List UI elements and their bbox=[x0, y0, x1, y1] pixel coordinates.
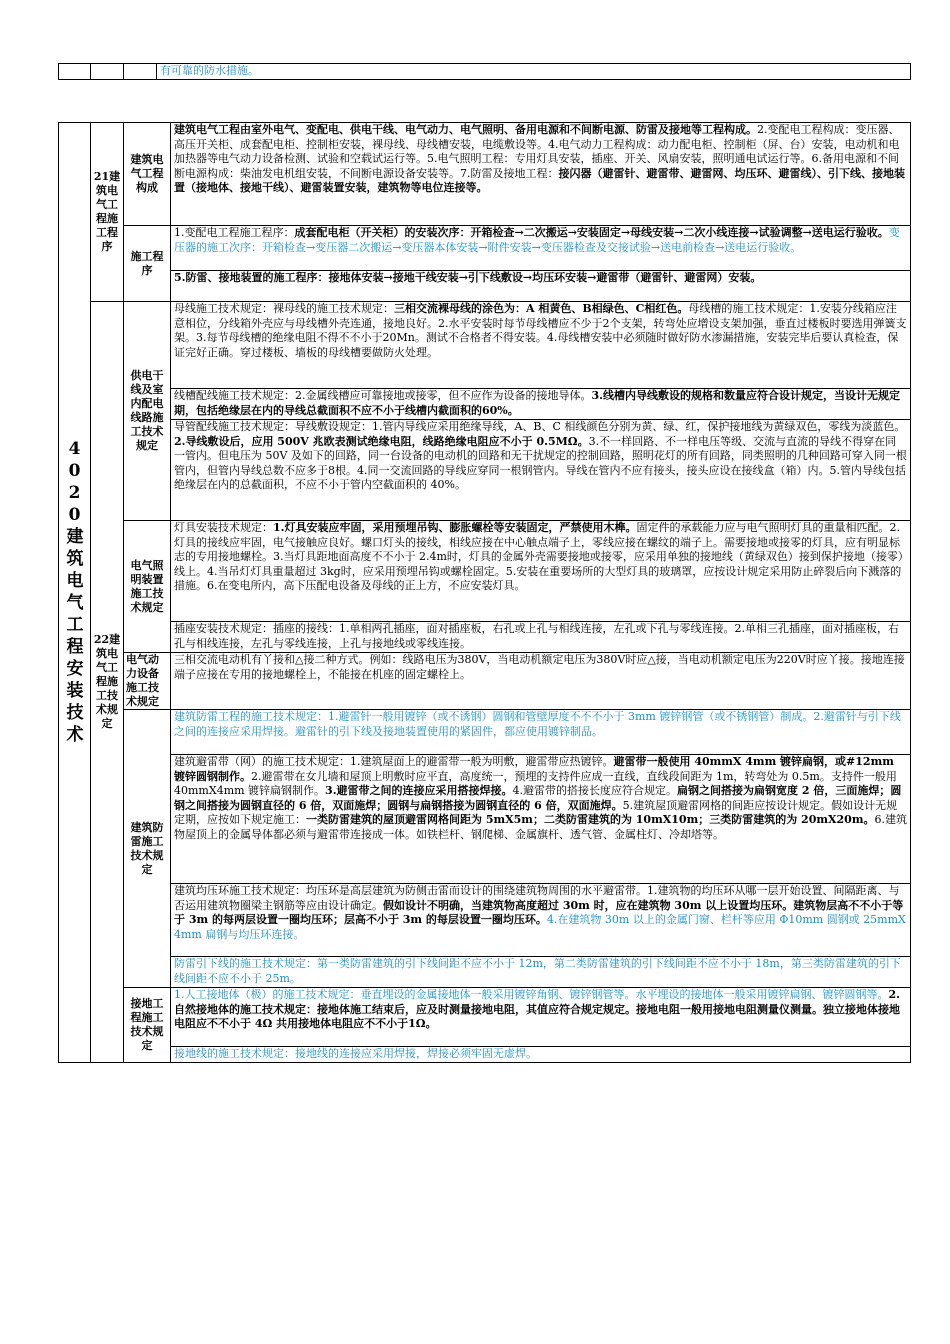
belt-text: 5.建筑屋顶避雷网格的间距应按设计规定。假如设计无规定期，应按如下规定施工： bbox=[174, 798, 898, 827]
table-row bbox=[59, 521, 911, 622]
belt-text: 2.避雷带在女儿墙和屋顶上明敷时应平直，高度统一，预埋的支持件应成一直线，直线段间距为 1m，转弯处为 0.5m。支持件一般用 40mmX4mm 镀锌扁钢制作。 bbox=[174, 769, 897, 798]
busbar-text: 三相交流裸母线的涂色为：A 相黄色、B相绿色、C相红色。 bbox=[394, 302, 689, 315]
conduit-cell bbox=[171, 420, 911, 521]
lighting-label bbox=[124, 521, 171, 653]
power-label bbox=[124, 653, 171, 710]
busbar-text: 母线槽的施工技术规定：1.安装分线箱应注意相位，分线箱外壳应与母线槽外壳连通，接地良好。2.水平安装时每节母线槽应不少于2个支架，转弯处应增设支架加强，垂直过楼板时要选用弹簧支架。3.每节母线槽的绝缘电阻不得不不小于20Mn。测试不合格者不得安装。4.母线槽安装中必须随时做好防水渗漏措施，安装完毕后要认真检查，保证完好正确。穿过楼板、墙板的母线槽要做防火处理。 bbox=[174, 302, 907, 359]
table-row bbox=[59, 64, 911, 80]
ring-text: 假如设计不明确，当建筑物高度超过 30m 时，应在建筑物 30m 以上设置均压环。建筑物层高不不小于等于 3m 的每两层设置一圈均压环；层高不小于 3m 的每层设置一圈均压环。 bbox=[174, 898, 904, 927]
belt-text: 4.避雷带的搭接长度应符合规定。 bbox=[512, 784, 678, 798]
lamp-text: 固定件的承载能力应与电气照明灯具的重量相匹配。2.灯具的接线应牢固，电气接触应良好。螺口灯头的接线，相线应接在中心触点端子上，零线应接在螺纹的端子上。需要接地或接零的灯具，应有明显标志的专用接地螺栓。3.当灯具距地面高度不不小于 2.4m时，灯具的金属外壳需要接地或接零，应采用单独的接地线（黄绿双色）接到保护接地（接零）线上。4.当吊灯灯具重量超过 3kg时，应采用预埋吊钩或螺栓固定。5.安装在重要场所的大型灯具的玻璃罩，应按设计规定采用防止碎裂后向下溅落的措施。6.在变电所内，高下压配电设备及母线的正上方，不应安装灯具。 bbox=[174, 521, 904, 593]
lightning-label-text: 建筑防雷施工技术规定 bbox=[130, 820, 164, 876]
table-row bbox=[59, 271, 911, 302]
lamp-text: 1.灯具安装应牢固，采用预埋吊钩、膨胀螺栓等安装固定，严禁使用木榫。 bbox=[273, 521, 637, 534]
conduit-text: 导管配线施工技术规定：导线敷设规定：1.管内导线应采用绝缘导线，A、B、C 相线颜色分别为黄、绿、红，保护接地线为黄绿双色，零线为淡蓝色。 bbox=[174, 420, 906, 433]
table-row bbox=[59, 123, 911, 226]
rod-cell: 建筑防雷工程的施工技术规定：1.避雷针一般用镀锌（或不诱钢）圆钢和管壁厚度不不不小于 3mm 镀锌钢管（或不锈钢管）制成。2.避雷针与引下线之间的连接应采用焊接。避雷针的引下线及接地装置使用的紧固件，都应使用镀锌制品。 bbox=[171, 710, 911, 755]
table-row bbox=[59, 653, 911, 710]
empty-cell bbox=[124, 64, 157, 80]
power-cell: 三相交流电动机有丫接和△接二种方式。例如：线路电压为380V，当电动机额定电压为380V时应△接，当电动机额定电压为220V时应丫接。接地连接端子应接在专用的接地螺栓上，不能接在机座的固定螺栓上。 bbox=[171, 653, 911, 710]
ring-text: 建筑均压环施工技术规定：均压环是高层建筑为防侧击雷而设计的围绕建筑物周围的水平避雷带。1.建筑物的均压环从哪一层开始设置、间隔距离、与否运用建筑物圈梁主钢筋等应由设计确定。 bbox=[174, 884, 900, 912]
table-row bbox=[59, 622, 911, 653]
ground-text: 2.自然接地体的施工技术规定：接地体施工结束后，应及时测量接地电阻，其值应符合规定规定。接地电阻一般用接地电阻测量仪测量。独立接地体接地电阻应不不小于 4Ω 共用接地体电阻应不不小于1Ω。 bbox=[174, 988, 900, 1031]
power-label-text: 电气动力设备施工技术规定 bbox=[126, 653, 159, 708]
belt-text: 一类防雷建筑的屋顶避雷网格间距为 5mX5m；二类防雷建筑的为 10mX10m；三类防雷建筑的为 20mX20m。 bbox=[306, 813, 875, 827]
ground-text: 1.人工接地体（极）的施工技术规定：垂直埋设的金属接地体一般采用镀锌角钢、镀锌钢管等。水平埋设的接地体一般采用镀锌扁钢、镀锌圆钢等。 bbox=[174, 988, 889, 1001]
trunk-label-text: 供电干线及室内配电线路施工技术规定 bbox=[130, 369, 164, 452]
ground-label-text: 接地工程施工技术规定 bbox=[130, 996, 164, 1052]
belt-text: 扁钢之间搭接为扁钢宽度 2 倍，三面施焊；圆钢之间搭接为圆钢直径的 6 倍，双面施焊；圆钢与扁钢搭接为圆钢直径的 6 倍，双面施焊。 bbox=[174, 784, 902, 812]
table-row bbox=[59, 302, 911, 389]
trough-text: 3.线槽内导线敷设的规格和数量应符合设计规定，当设计无规定期，包括绝缘层在内的导线总截面积不应不小于线槽内截面积的60%。 bbox=[174, 389, 900, 417]
top-table-fragment bbox=[58, 63, 911, 80]
table-row bbox=[59, 957, 911, 988]
belt-text: 6.建筑物屋顶上的金属导体都必须与避雷带连接成一体。如铁栏杆、钢爬梯、金属旗杆、透气管、金属柱灯、冷却塔等。 bbox=[174, 813, 907, 841]
lamp-text: 灯具安装技术规定： bbox=[174, 521, 273, 534]
trunk-label bbox=[124, 302, 171, 521]
composition-text: 接闪器（避雷针、避雷带、避雷网、均压环、避雷线）、引下线、接地装置（接地体、接地干线）、避雷装置安装，建筑物等电位连接等。 bbox=[174, 166, 905, 195]
section22-label bbox=[91, 302, 124, 1063]
socket-cell: 插座安装技术规定：插座的接线：1.单相两孔插座，面对插座板，右孔或上孔与相线连接，左孔或下孔与零线连接。2.单相三孔插座，面对插座板，右孔与相线连接，左孔与零线连接，上孔与接地线或零线连接。 bbox=[171, 622, 911, 653]
table-row bbox=[59, 389, 911, 420]
belt-text: 3.避雷带之间的连接应采用搭接焊接。 bbox=[325, 784, 513, 798]
empty-cell bbox=[91, 64, 124, 80]
trough-text: 线槽配线施工技术规定：2.金属线槽应可靠接地或接零，但不应作为设备的接地导体。 bbox=[174, 389, 592, 402]
section22-label-text: 22建筑电气工程施工技术规定 bbox=[93, 632, 121, 730]
empty-cell bbox=[59, 64, 91, 80]
trough-cell bbox=[171, 389, 911, 420]
table-row bbox=[59, 420, 911, 521]
ground-cell bbox=[171, 988, 911, 1047]
composition-text: 建筑电气工程由室外电气、变配电、供电干线、电气动力、电气照明、备用电源和不间断电源、防雷及接地等工程构成。 bbox=[174, 123, 757, 136]
belt-text: 避雷带一般使用 40mmX 4mm 镀锌扁钢，或#12mm 镀锌圆钢制作。 bbox=[174, 755, 894, 783]
table-row bbox=[59, 884, 911, 957]
composition-label-text: 建筑电气工程构成 bbox=[130, 153, 164, 194]
conduit-text: 3.不一样回路、不一样电压等级、交流与直流的导线不得穿在同一管内。但电压为 50V 及如下的回路，同一台设备的电动机的回路和无干扰规定的控制回路，照明花灯的所有回路，同类照明的几种回路可穿入同一根管内，但管内导线总数不应多于8根。4.同一交流回路的导线应穿同一根钢管内。导线在管内不应有接头，接头应设在接线盒（箱）内。5.管内导线包括绝缘层在内的总截面积，不应不小于管内空截面积的 40%。 bbox=[174, 434, 907, 492]
belt-text: 建筑避雷带（网）的施工技术规定：1.建筑屋面上的避雷带一般为明敷，避雷带应热镀锌。 bbox=[174, 755, 614, 768]
procedure-label-text: 施工程序 bbox=[130, 249, 164, 277]
table-row bbox=[59, 226, 911, 271]
ground-label bbox=[124, 988, 171, 1063]
groundline-cell: 接地线的施工技术规定：接地线的连接应采用焊接，焊接必须牢固无虚焊。 bbox=[171, 1047, 911, 1063]
ring-text: 4.在建筑物 30m 以上的金属门窗、栏杆等应用 Φ10mm 圆钢或 25mmX4mm 扁钢与均压环连接。 bbox=[174, 913, 906, 941]
table-row bbox=[59, 1047, 911, 1063]
top-row-text: 有可靠的防水措施。 bbox=[157, 64, 911, 80]
lighting-label-text: 电气照明装置施工技术规定 bbox=[130, 558, 164, 614]
procedure-label bbox=[124, 226, 171, 302]
procedure-text: 成套配电柜（开关柜）的安装次序：开箱检查→二次搬运→安装固定→母线安装→二次小线连接→试验调整→送电运行验收。 bbox=[294, 226, 889, 239]
composition-label bbox=[124, 123, 171, 226]
procedure-text: 变压器的施工次序：开箱检查→变压器二次搬运→变压器本体安装→附件安装→变压器检查及交接试验→送电前检查→送电运行验收。 bbox=[174, 226, 900, 254]
composition-cell bbox=[171, 123, 911, 226]
busbar-cell bbox=[171, 302, 911, 389]
belt-cell bbox=[171, 755, 911, 884]
main-section-label-text: 4020建筑电气工程安装技术 bbox=[66, 439, 84, 746]
procedure-text: 1.变配电工程施工程序： bbox=[174, 226, 295, 239]
lightning-label bbox=[124, 710, 171, 988]
composition-text: 2.变配电工程构成：变压器、高压开关柜、成套配电柜、控制柜安装，裸母线、母线槽安装，电缆敷设等。4.电气动力工程构成：动力配电柜、控制柜（屏、台）安装，电动机和电加热器等电气动力设备检测、试验和空载试运行等。5.电气照明工程：专用灯具安装，插座、开关、风扇安装，照明通电试运行等。6.备用电源和不间断电源构成：柴油发电机组安装，不间断电源设备安装等。7.防雷及接地工程： bbox=[174, 123, 900, 180]
section21-label-text: 21建筑电气工程施工程序 bbox=[93, 170, 121, 253]
busbar-text: 母线施工技术规定：裸母线的施工技术规定： bbox=[174, 302, 394, 315]
main-section-label bbox=[59, 123, 91, 1063]
conduit-text: 2.导线敷设后，应用 500V 兆欧表测试绝缘电阻，线路绝缘电阻应不小于 0.5MΩ。 bbox=[174, 434, 589, 448]
ring-cell bbox=[171, 884, 911, 957]
procedure-cell bbox=[171, 226, 911, 271]
downlead-cell: 防雷引下线的施工技术规定：第一类防雷建筑的引下线间距不应不小于 12m，第二类防雷建筑的引下线间距不应不小于 18m，第三类防雷建筑的引下线间距不应不小于 25m。 bbox=[171, 957, 911, 988]
section21-label bbox=[91, 123, 124, 302]
electrical-installation-table bbox=[58, 122, 911, 1063]
table-row bbox=[59, 710, 911, 755]
table-row bbox=[59, 755, 911, 884]
table-row bbox=[59, 988, 911, 1047]
lamp-cell bbox=[171, 521, 911, 622]
procedure-cell: 5.防雷、接地装置的施工程序：接地体安装→接地干线安装→引下线敷设→均压环安装→避雷带（避雷针、避雷网）安装。 bbox=[171, 271, 911, 302]
